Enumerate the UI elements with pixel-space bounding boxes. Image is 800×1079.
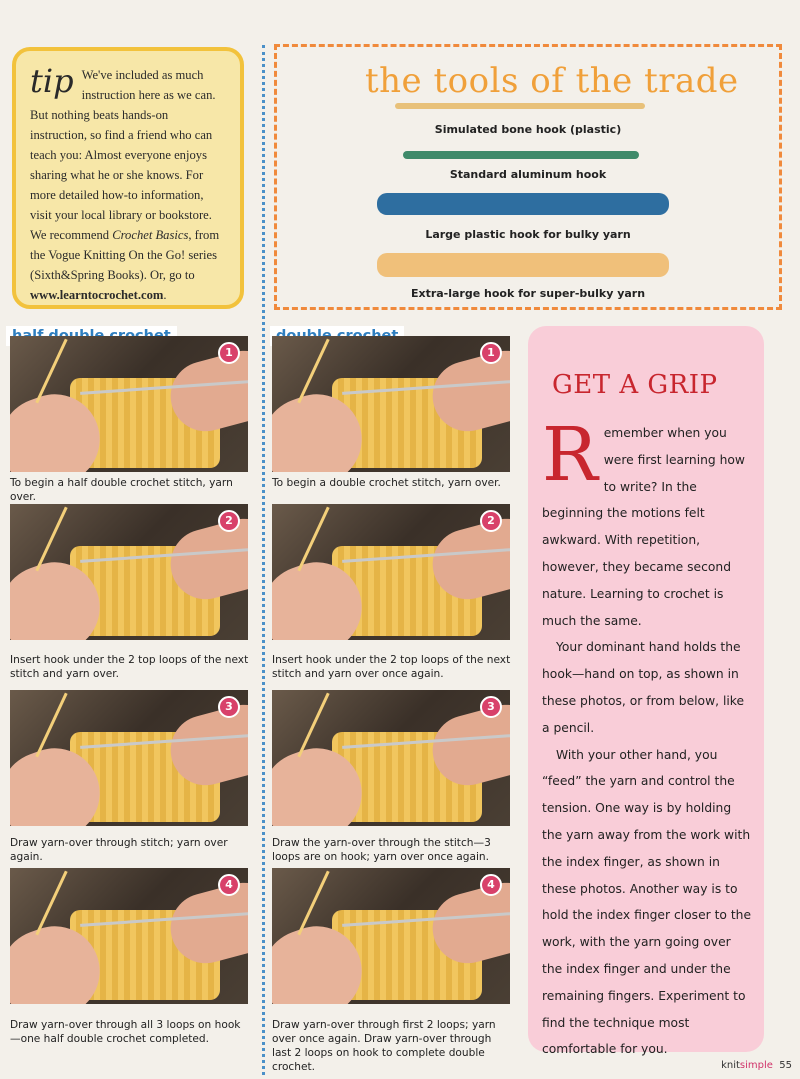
tip-url[interactable]: www.learntocrochet.com — [30, 288, 164, 302]
hdc-step-2-photo — [10, 504, 248, 640]
hook-plastic-image — [377, 193, 669, 215]
hook-extra-large-image — [377, 253, 669, 277]
hook-aluminum-caption: Standard aluminum hook — [449, 168, 607, 181]
grip-heading: GET A GRIP — [552, 370, 718, 400]
hdc-step-4-caption: Draw yarn-over through all 3 loops on hook—one half double crochet completed. — [10, 1019, 241, 1045]
dc-step-1-photo — [272, 336, 510, 472]
grip-paragraph-2: Your dominant hand holds the hook—hand on top, as shown in these photos, or from below, like a pencil. — [542, 640, 745, 735]
tip-text-1: We've included as much instruction here as we can. But nothing beats hands-on instruction, so find a friend who can teach you: Almost everyone enjoys sharing what he or she knows. For more detailed how-to information, visit your local library or bookstore. We recommend — [30, 68, 216, 242]
step-badge: 4 — [480, 874, 502, 896]
dc-step-4-caption: Draw yarn-over through first 2 loops; yarn over once again. Draw yarn-over through last 2 loops on hook to complete double crochet. — [272, 1019, 496, 1073]
hdc-step-2-caption: Insert hook under the 2 top loops of the next stitch and yarn over. — [10, 654, 249, 680]
drop-cap: R — [542, 412, 598, 498]
vertical-dotted-divider — [262, 45, 265, 1075]
hdc-step-1-photo — [10, 336, 248, 472]
hook-extra-large-caption: Extra-large hook for super-bulky yarn — [410, 287, 646, 300]
hdc-step-4-photo — [10, 868, 248, 1004]
grip-paragraph-3: With your other hand, you “feed” the yarn and control the tension. One way is by holding the yarn away from the work with the index finger, as shown in these photos. Another way is to hold the index finger closer to the work, with the yarn going over the index finger and under the remaining fingers. Experiment to find the technique most comfortable for you. — [542, 747, 752, 1057]
tip-box — [12, 47, 244, 309]
dc-step-3-photo — [272, 690, 510, 826]
hook-plastic-caption: Large plastic hook for bulky yarn — [425, 228, 631, 241]
page-footer — [721, 1060, 792, 1071]
dc-step-2-caption: Insert hook under the 2 top loops of the next stitch and yarn over once again. — [272, 654, 511, 680]
page-number: 55 — [779, 1060, 792, 1071]
brand-knit: knit — [721, 1060, 740, 1071]
step-badge: 1 — [480, 342, 502, 364]
step-badge: 3 — [218, 696, 240, 718]
hdc-step-3-photo — [10, 690, 248, 826]
step-badge: 4 — [218, 874, 240, 896]
tools-title: the tools of the trade — [365, 61, 739, 101]
dc-step-2-photo — [272, 504, 510, 640]
dc-step-4-photo — [272, 868, 510, 1004]
tip-label: tip — [30, 62, 74, 100]
hook-bone-image — [395, 103, 645, 109]
tools-of-the-trade-box — [274, 44, 782, 310]
get-a-grip-panel — [528, 326, 764, 1057]
grip-body — [542, 412, 752, 1063]
grip-paragraph-1: Remember when you were first learning how to write? In the beginning the motions felt awkward. With repetition, however, they became second nature. Learning to crochet is much the same. — [542, 412, 745, 628]
brand-simple: simple — [739, 1060, 773, 1071]
step-badge: 1 — [218, 342, 240, 364]
hook-aluminum-image — [403, 151, 639, 159]
tip-text-3: . — [163, 288, 167, 302]
tip-text-2: , from the Vogue Knitting On the Go! series (Sixth&Spring Books). Or, go to — [30, 228, 220, 282]
hdc-step-3-caption: Draw yarn-over through stitch; yarn over again. — [10, 837, 228, 863]
dc-step-1-caption: To begin a double crochet stitch, yarn over. — [272, 477, 501, 489]
tip-book-title: Crochet Basics — [112, 228, 189, 242]
step-badge: 2 — [218, 510, 240, 532]
hook-bone-caption: Simulated bone hook (plastic) — [434, 123, 622, 136]
dc-step-3-caption: Draw the yarn-over through the stitch—3 loops are on hook; yarn over once again. — [272, 837, 491, 863]
step-badge: 2 — [480, 510, 502, 532]
step-badge: 3 — [480, 696, 502, 718]
hdc-step-1-caption: To begin a half double crochet stitch, yarn over. — [10, 477, 233, 503]
